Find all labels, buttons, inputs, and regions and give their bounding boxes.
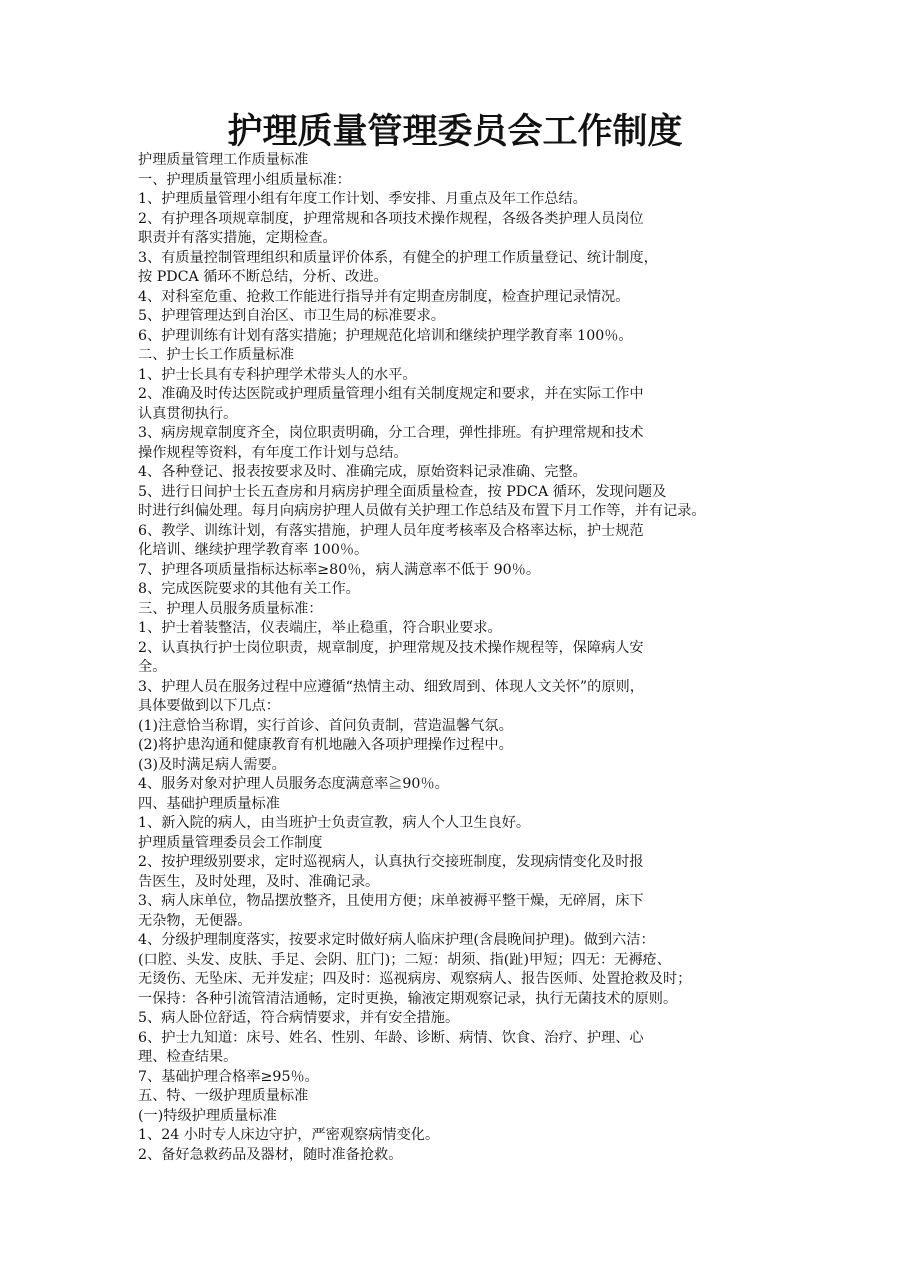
text-line: 时进行纠偏处理。每月向病房护理人员做有关护理工作总结及布置下月工作等，并有记录。	[138, 503, 706, 519]
text-line: 1、护理质量管理小组有年度工作计划、季安排、月重点及年工作总结。	[138, 191, 587, 207]
text-line: 6、护士九知道：床号、姓名、性别、年龄、诊断、病情、饮食、治疗、护理、心	[138, 1029, 644, 1046]
text-line: 6、护理训练有计划有落实措施；护理规范化培训和继续护理学教育率 100％。	[138, 327, 633, 344]
text-line: (1)注意恰当称谓，实行首诊、首问负责制，营造温馨气氛。	[138, 717, 513, 734]
text-line: 3、病房规章制度齐全，岗位职责明确，分工合理，弹性排班。有护理常规和技术	[138, 425, 644, 441]
text-line: (一)特级护理质量标准	[138, 1107, 277, 1124]
text-line: 无杂物，无便器。	[138, 912, 252, 929]
text-line: 五、特、一级护理质量标准	[138, 1088, 309, 1104]
text-line: 理、检查结果。	[138, 1049, 238, 1065]
text-line: 6、教学、训练计划，有落实措施，护理人员年度考核率及合格率达标，护士规范	[138, 522, 644, 539]
document-title: 护理质量管理委员会工作制度	[227, 112, 683, 152]
text-line: 操作规程等资料，有年度工作计划与总结。	[138, 444, 408, 461]
text-line: 1、护士长具有专科护理学术带头人的水平。	[138, 366, 417, 383]
text-line: 3、有质量控制管理组织和质量评价体系，有健全的护理工作质量登记、统计制度，	[138, 249, 658, 266]
text-line: 一保持：各种引流管清洁通畅，定时更换，输液定期观察记录，执行无菌技术的原则。	[138, 990, 678, 1007]
text-line: 全。	[138, 659, 167, 675]
text-line: 3、护理人员在服务过程中应遵循“热情主动、细致周到、体现人文关怀”的原则，	[138, 678, 644, 695]
text-line: 三、护理人员服务质量标准：	[138, 600, 323, 617]
text-line: (口腔、头发、皮肤、手足、会阴、肛门)；二短：胡须、指(趾)甲短；四无：无褥疮、	[138, 951, 671, 968]
text-line: 护理质量管理委员会工作制度	[138, 834, 323, 851]
text-line: 四、基础护理质量标准	[138, 795, 280, 812]
text-line: 4、服务对象对护理人员服务态度满意率≧90％。	[138, 776, 449, 792]
text-line: 2、按护理级别要求，定时巡视病人，认真执行交接班制度，发现病情变化及时报	[138, 854, 644, 870]
text-line: 认真贯彻执行。	[138, 405, 238, 422]
text-line: 5、进行日间护士长五查房和月病房护理全面质量检查，按 PDCA 循环，发现问题及	[138, 483, 667, 500]
text-line: 无烫伤、无坠床、无并发症；四及时：巡视病房、观察病人、报告医师、处置抢救及时；	[138, 971, 692, 987]
text-line: 5、护理管理达到自治区、市卫生局的标准要求。	[138, 308, 445, 324]
text-line: 2、准确及时传达医院或护理质量管理小组有关制度规定和要求，并在实际工作中	[138, 386, 644, 402]
text-line: 2、有护理各项规章制度，护理常规和各项技术操作规程，各级各类护理人员岗位	[138, 210, 644, 227]
text-line: 2、认真执行护士岗位职责，规章制度，护理常规及技术操作规程等，保障病人安	[138, 639, 644, 656]
text-line: 7、基础护理合格率≥95％。	[138, 1068, 319, 1085]
text-line: 7、护理各项质量指标达标率≥80％，病人满意率不低于 90％。	[138, 561, 541, 578]
text-line: 按 PDCA 循环不断总结，分析、改进。	[138, 269, 388, 285]
text-line: 4、对科室危重、抢救工作能进行指导并有定期查房制度，检查护理记录情况。	[138, 288, 630, 305]
text-line: 护理质量管理工作质量标准	[138, 152, 309, 168]
text-line: 8、完成医院要求的其他有关工作。	[138, 581, 360, 597]
text-line: 一、护理质量管理小组质量标准：	[138, 171, 351, 188]
text-line: (3)及时满足病人需要。	[138, 756, 286, 773]
text-line: 化培训、继续护理学教育率 100％。	[138, 542, 369, 558]
text-line: 4、分级护理制度落实，按要求定时做好病人临床护理(含晨晚间护理)。做到六洁：	[138, 932, 655, 948]
text-line: 1、护士着装整洁，仪表端庄，举止稳重，符合职业要求。	[138, 620, 502, 636]
text-line: 具体要做到以下几点：	[138, 698, 280, 714]
text-line: (2)将护患沟通和健康教育有机地融入各项护理操作过程中。	[138, 737, 513, 753]
text-line: 1、新入院的病人，由当班护士负责宣教，病人个人卫生良好。	[138, 815, 531, 831]
document-body	[138, 151, 838, 1165]
text-line: 告医生，及时处理，及时、准确记录。	[138, 873, 380, 890]
text-line: 2、备好急救药品及器材，随时准备抢救。	[138, 1146, 403, 1163]
text-line: 3、病人床单位，物品摆放整齐，且使用方便；床单被褥平整干燥，无碎屑，床下	[138, 893, 644, 909]
text-line: 5、病人卧位舒适，符合病情要求，并有安全措施。	[138, 1010, 460, 1026]
text-line: 4、各种登记、报表按要求及时、准确完成，原始资料记录准确、完整。	[138, 464, 587, 480]
text-line: 1、24 小时专人床边守护，严密观察病情变化。	[138, 1127, 440, 1143]
text-line: 二、护士长工作质量标准	[138, 347, 295, 363]
text-line: 职责并有落实措施，定期检查。	[138, 230, 337, 246]
